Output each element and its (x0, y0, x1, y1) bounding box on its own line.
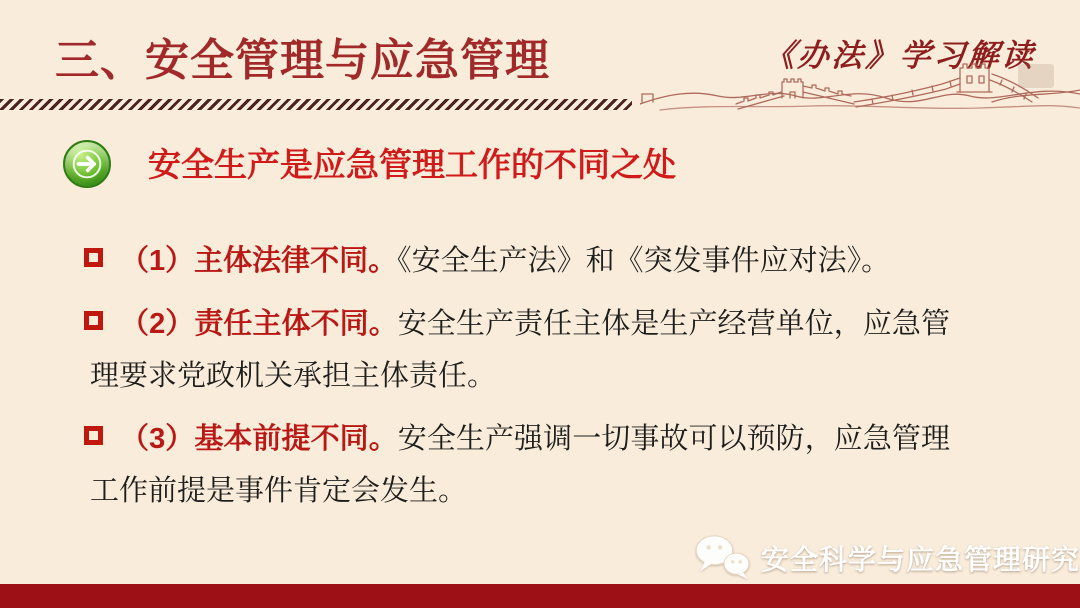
watermark-text: 安全科学与应急管理研究 (761, 544, 1080, 575)
bullet-text: 《安全生产法》和《突发事件应对法》。 (397, 245, 891, 277)
bullet-label: （3）基本前提不同。 (120, 423, 398, 455)
bullet-item (0, 298, 1080, 402)
bullet-label: （2）责任主体不同。 (120, 308, 398, 340)
page-title: 三、安全管理与应急管理 (55, 36, 550, 85)
watermark (693, 534, 1080, 582)
section-heading: 安全生产是应急管理工作的不同之处 (148, 146, 676, 183)
great-wall-illustration (640, 50, 1080, 116)
square-bullet-icon (84, 311, 103, 330)
bullet-item (0, 413, 1080, 517)
bullet-text: 安全生产强调一切事故可以预防，应急管理工作前提是事件肯定会发生。 (90, 423, 950, 507)
square-bullet-icon (84, 248, 103, 267)
calligraphy-subtitle: 《办法》学习解读 (762, 38, 1038, 74)
bullet-item (0, 235, 1080, 287)
bullet-label: （1）主体法律不同。 (120, 245, 398, 277)
bullet-text: 安全生产责任主体是生产经营单位，应急管理要求党政机关承担主体责任。 (90, 308, 950, 392)
arrow-circle-icon (63, 140, 111, 188)
hatched-divider (0, 99, 632, 110)
square-bullet-icon (84, 426, 103, 445)
wechat-icon (693, 534, 755, 582)
bullet-list (0, 235, 1080, 528)
seal-mark (1018, 64, 1054, 88)
bottom-bar (0, 584, 1080, 608)
